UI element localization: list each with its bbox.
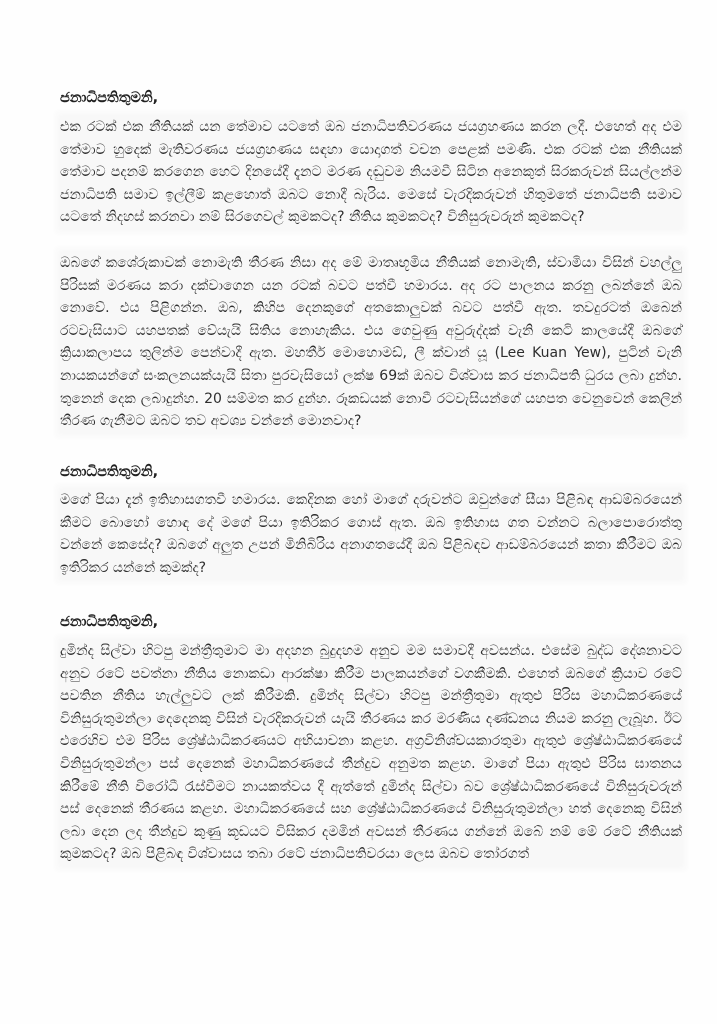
paragraph-2: ඔබගේ කශේරුකාවක් නොමැති තීරණ නිසා අද මේ මාතෘභූමිය නීතියක් නොමැති, ස්වාමියා විසින් වහල්ලු පිරිසක් මරණය කරා දක්වාගෙන යන රටක් බවට පත්වී හමාරය. අද රට පාලනය කරනු ලබන්නේ ඔබ නොවේ. එය පිළිගන්න. ඔබ, කිහිප දෙනකුගේ අතකොලුවක් බවට පත්වී ඇත. තවදුරටත් ඔබෙන් රටවැසියාට යහපතක් වේයැයි සිතිය නොහැකිය. එය ගෙවුණු අවුරුද්දක් වැනි කෙටි කාලයේදී ඔබගේ ක්‍රියාකලාපය තුලින්ම පෙන්වාදී ඇත. මහතීර් මොහොමඩ්, ලී ක්වාන් යූ (Lee Kuan Yew), පුටින් වැනි නායකයන්ගේ සංකලනයක්යැයි සිතා පුරවැසියෝ ලක්ෂ 69ක් ඔබව විශ්වාස කර ජනාධිපති ධුරය ලබා දුන්හ. තුනෙන් දෙක ලබාදුන්හ. 20 සම්මත කර දුන්හ. රූකඩයක් නොවී රටවැසියන්ගේ යහපත වෙනුවෙන් කෙලින් තීරණ ගැනීමට ඔබට තව අවශ්‍ය වන්නේ මොනවාද? <box>60 252 682 433</box>
paragraph-3: මගේ පියා දැන් ඉතිහාසගතවී හමාරය. කෙදිනක හෝ මාගේ දරුවන්ට ඔවුන්ගේ සීයා පිළිබඳ ආඩම්බරයෙන් කීමට බොහෝ හොඳ දේ මගේ පියා ඉතිරිකර ගොස් ඇත. ඔබ ඉතිහාස ගත වන්නට බලාපොරොත්තු වන්නේ කෙසේද? ඔබගේ අලුත උපන් මිනිබිරිය අනාගතයේදී ඔබ පිළිබඳව ආඩම්බරයෙන් කතා කිරීමට ඔබ ඉතිරිකර යන්නේ කුමක්ද? <box>60 489 682 579</box>
paragraph-4: දුමින්ද සිල්වා හිටපු මන්ත්‍රීතුමාට මා අදහන බුදුදහම අනුව මම සමාවදී අවසන්ය. එසේම බුද්ධ දේශනාවට අනුව රටේ පවත්නා නීතිය නොකඩා ආරක්ෂා කිරීම පාලකයන්ගේ වගකීමකි. එහෙත් ඔබගේ ක්‍රියාව රටේ පවතින නීතිය හැල්ලුවට ලක් කිරීමකි. දුමින්ද සිල්වා හිටපු මන්ත්‍රීතුමා ඇතුළු පිරිස මහාධිකරණයේ විනිසුරුතුමන්ලා දෙදෙනකු විසින් වැරදිකරුවන් යැයි තීරණය කර මරණීය දණ්ඩනය නියම කරනු ලැබූහ. ඊට එරෙහිව එම පිරිස ශ්‍රේෂ්ඨාධිකරණයට අභියාචනා කළහ. අග්‍රවිනිශ්චයකාරතුමා ඇතුළු ශ්‍රේෂ්ඨාධිකරණයේ විනිසුරුතුමන්ලා පස් දෙනෙක් මහාධිකරණයේ තීන්දුව අනුමත කළහ. මාගේ පියා ඇතුළු පිරිස ඝාතනය කිරීමේ නීති විරෝධී රැස්වීමට නායකත්වය දී ඇත්තේ දුමින්ද සිල්වා බව ශ්‍රේෂ්ඨාධිකරණයේ විනිසුරුවරුන් පස් දෙනෙක් තීරණය කළහ. මහාධිකරණයේ සහ ශ්‍රේෂ්ඨාධිකරණයේ විනිසුරුතුමන්ලා හත් දෙනෙකු විසින් ලබා දෙන ලද තීන්දුව කුණු කූඩයට විසිකර දමමින් අවසන් තීරණය ගන්නේ ඔබේ නම් මේ රටේ නීතියක් කුමකටද? ඔබ පිළිබඳ විශ්වාසය තබා රටේ ජනාධිපතිවරයා ලෙස ඔබව තෝරගත් <box>60 640 682 866</box>
salutation-heading-2: ජනාධිපතිතුමනි, <box>60 464 159 480</box>
salutation-heading-1: ජනාධිපතිතුමනි, <box>60 90 159 106</box>
salutation-heading-3: ජනාධිපතිතුමනි, <box>60 614 159 630</box>
paragraph-1: එක රටක් එක නීතියක් යන තේමාව යටතේ ඔබ ජනාධිපතිවරණය ජයග්‍රහණය කරන ලදී. එහෙත් අද එම තේමාව හුදෙක් මැතිවරණය ජයග්‍රහණය සඳහා යොදාගත් වචන පෙළක් පමණි. එක රටක් එක නීතියක් තේමාව පදනම් කරගෙන හෙට දිනයේදී දැනට මරණ දඬුවම නියමවී සිටින අනෙකුත් සිරකරුවන් සියල්ලන්ම ජනාධිපති සමාව ඉල්ලීම් කළහොත් ඔබට නොදී බැරිය. මෙසේ වැරදිකරුවන් හිතුමතේ ජනාධිපති සමාව යටතේ නිදහස් කරනවා නම් සිරගෙවල් කුමකටද? නීතිය කුමකටද? විනිසුරුවරුන් කුමකටද? <box>60 116 682 229</box>
